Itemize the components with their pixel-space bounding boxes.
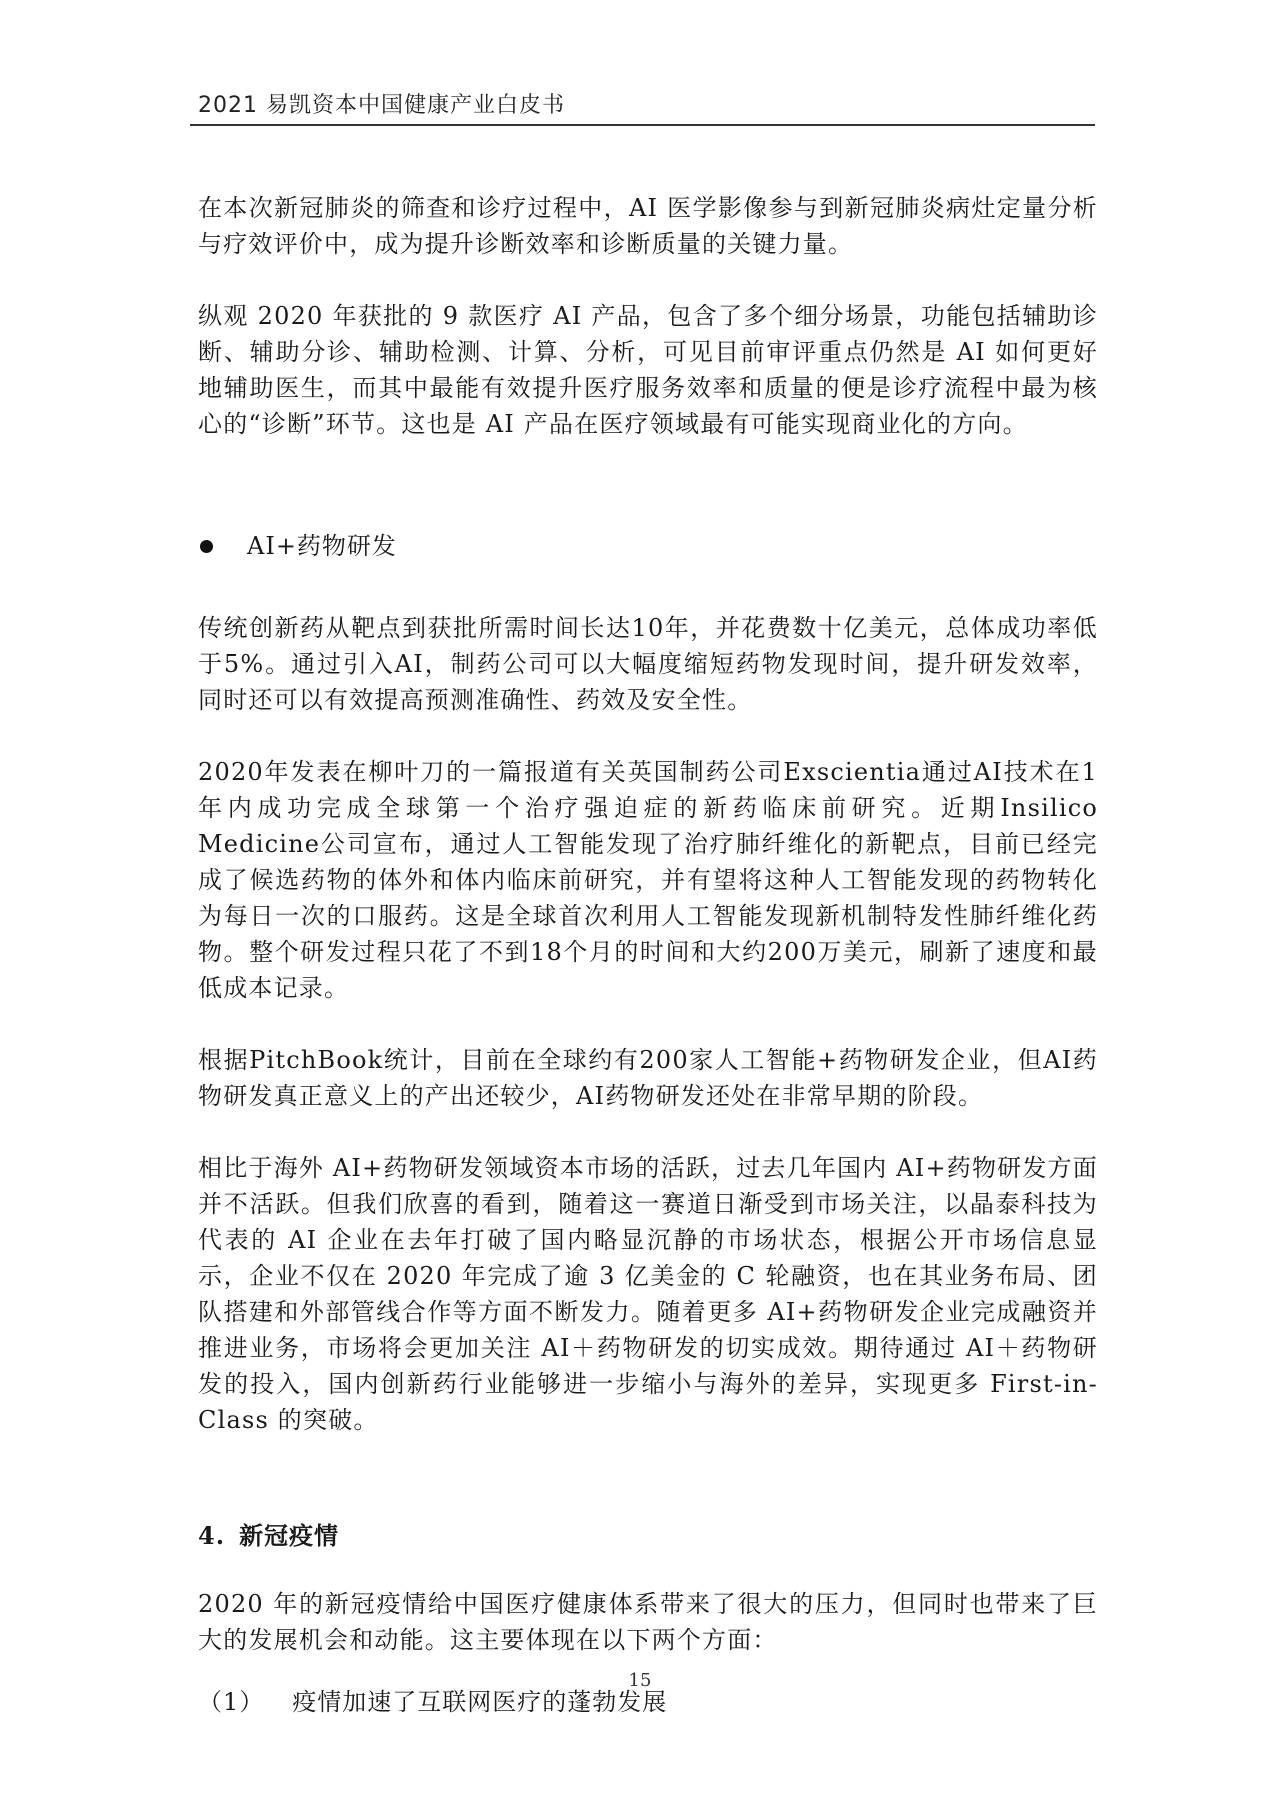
bullet-dot-icon [200,540,213,553]
paragraph-ai-imaging: 在本次新冠肺炎的筛查和诊疗过程中，AI 医学影像参与到新冠肺炎病灶定量分析与疗效评价中，成为提升诊断效率和诊断质量的关键力量。 [198,194,1098,258]
header-divider [190,124,1095,126]
section-number: 4. [198,1521,226,1550]
bullet-ai-drug-rd [198,528,1098,564]
bullet-label: AI+药物研发 [247,532,397,560]
paragraph-exscientia-insilico: 2020年发表在柳叶刀的一篇报道有关英国制药公司Exscientia通过AI技术在1年内成功完成全球第一个治疗强迫症的新药临床前研究。近期Insilico Medicine公司宣布，通过人工智能发现了治疗肺纤维化的新靶点，目前已经完成了候选药物的体外和体内临床前研究，并有望将这种人工智能发现的药物转化为每日一次的口服药。这是全球首次利用人工智能发现新机制特发性肺纤维化药物。整个研发过程只花了不到18个月的时间和大约200万美元，刷新了速度和最低成本记录。 [198,758,1098,1002]
section-heading-covid [198,1518,1098,1554]
subitem-number: （1） [198,1688,265,1716]
page-body [198,190,1098,1720]
subitem-label: 疫情加速了互联网医疗的蓬勃发展 [292,1688,668,1716]
paragraph-pitchbook: 根据PitchBook统计，目前在全球约有200家人工智能+药物研发企业，但AI药物研发真正意义上的产出还较少，AI药物研发还处在非常早期的阶段。 [198,1046,1098,1110]
paragraph-traditional-drug: 传统创新药从靶点到获批所需时间长达10年，并花费数十亿美元，总体成功率低于5%。通过引入AI，制药公司可以大幅度缩短药物发现时间，提升研发效率，同时还可以有效提高预测准确性、药效及安全性。 [198,614,1098,714]
paragraph-domestic-market: 相比于海外 AI+药物研发领域资本市场的活跃，过去几年国内 AI+药物研发方面并不活跃。但我们欣喜的看到，随着这一赛道日渐受到市场关注，以晶泰科技为代表的 AI 企业在去年打破了国内略显沉静的市场状态，根据公开市场信息显示，企业不仅在 2020 年完成了逾 3 亿美金的 C 轮融资，也在其业务布局、团队搭建和外部管线合作等方面不断发力。随着更多 AI+药物研发企业完成融资并推进业务，市场将会更加关注 AI＋药物研发的切实成效。期待通过 AI＋药物研发的投入，国内创新药行业能够进一步缩小与海外的差异，实现更多 First-in-Class 的突破。 [198,1154,1098,1434]
paragraph-ai-products-2020: 纵观 2020 年获批的 9 款医疗 AI 产品，包含了多个细分场景，功能包括辅助诊断、辅助分诊、辅助检测、计算、分析，可见目前审评重点仍然是 AI 如何更好地辅助医生，而其中最能有效提升医疗服务效率和质量的便是诊疗流程中最为核心的“诊断”环节。这也是 AI 产品在医疗领域最有可能实现商业化的方向。 [198,302,1098,438]
running-header: 2021 易凯资本中国健康产业白皮书 [198,93,565,118]
section-title: 新冠疫情 [239,1521,340,1550]
page-number: 15 [628,1670,652,1691]
paragraph-covid-impact: 2020 年的新冠疫情给中国医疗健康体系带来了很大的压力，但同时也带来了巨大的发展机会和动能。这主要体现在以下两个方面： [198,1590,1098,1654]
